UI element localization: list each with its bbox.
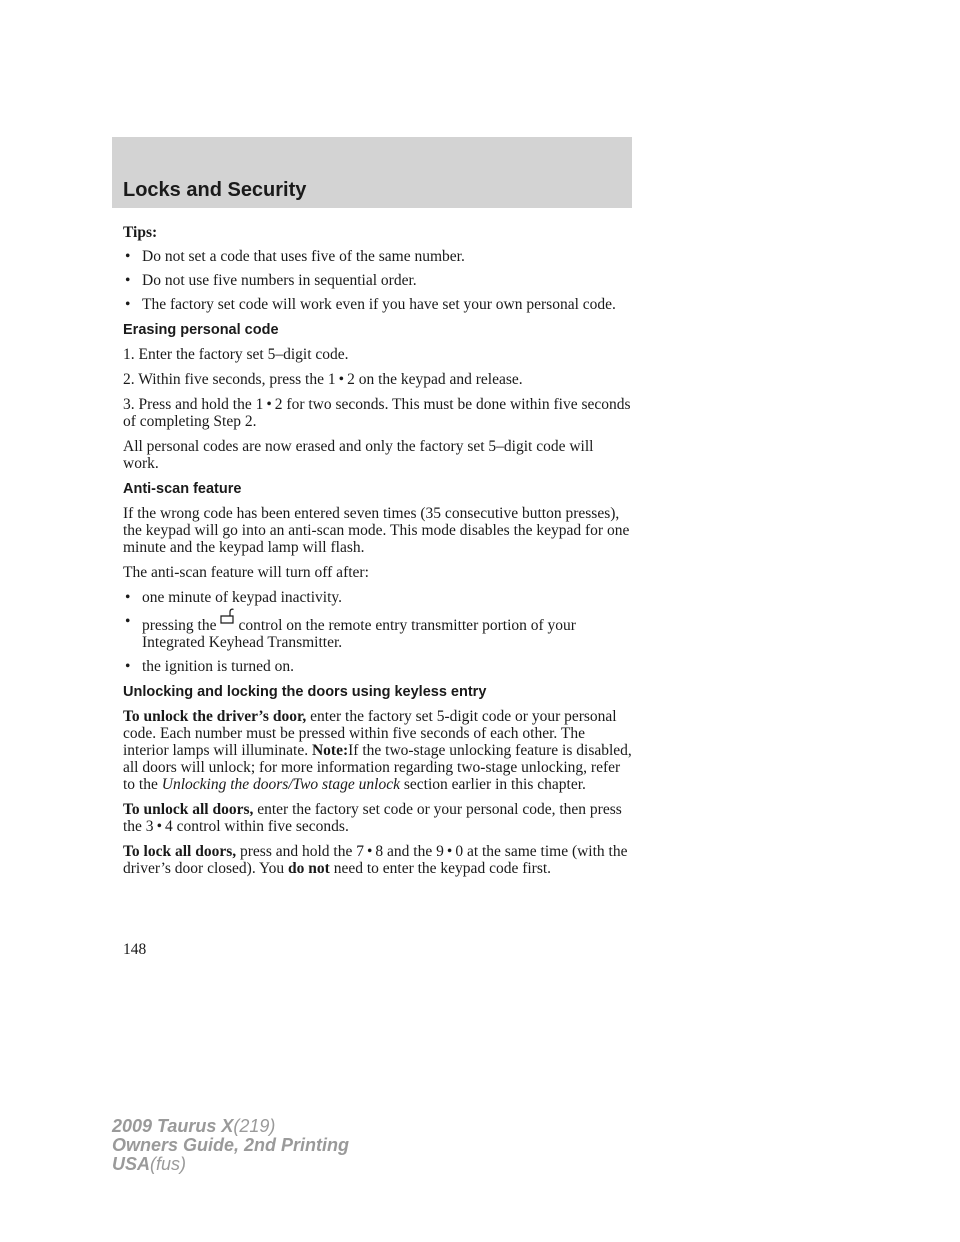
erasing-step-2: 2. Within five seconds, press the 1 • 2 on the keypad and release. xyxy=(123,371,523,388)
antiscan-list xyxy=(123,589,633,675)
unlock-icon xyxy=(218,607,236,625)
tips-list xyxy=(123,248,633,313)
page-content xyxy=(123,224,633,885)
tips-heading: Tips: xyxy=(123,224,158,241)
keyless-lock-paragraph: To lock all doors, press and hold the 7 • 8 and the 9 • 0 at the same time (with the driver’s door closed). You do not need to enter the keypad code first. xyxy=(123,843,628,877)
erasing-heading: Erasing personal code xyxy=(123,322,279,338)
list-item: • one minute of keypad inactivity. xyxy=(123,589,633,606)
antiscan-paragraph: If the wrong code has been entered seven times (35 consecutive button presses), the keypad will go into an anti-scan mode. This mode disables the keypad for one minute and the keypad lamp will flash. xyxy=(123,505,630,556)
print-footer xyxy=(112,1117,349,1174)
footer-model-line: 2009 Taurus X(219) xyxy=(112,1116,276,1136)
erasing-step-3: 3. Press and hold the 1 • 2 for two seconds. This must be done within five seconds of completing Step 2. xyxy=(123,396,631,430)
list-item: • The factory set code will work even if you have set your own personal code. xyxy=(123,296,633,313)
list-item: • the ignition is turned on. xyxy=(123,658,633,675)
list-item: • Do not set a code that uses five of the same number. xyxy=(123,248,633,265)
keyless-all-paragraph: To unlock all doors, enter the factory set code or your personal code, then press the 3 • 4 control within five seconds. xyxy=(123,801,622,835)
keyless-driver-paragraph: To unlock the driver’s door, enter the factory set 5-digit code or your personal code. Each number must be pressed within five seconds of each other. The interior lamps will illuminate. Note:If the two-stage unlocking feature is disabled, all doors will unlock; for more information regarding two-stage unlocking, refer to the Unlocking the doors/Two stage unlock section earlier in this chapter. xyxy=(123,708,632,793)
antiscan-intro: The anti-scan feature will turn off after: xyxy=(123,564,369,581)
erasing-step-1: 1. Enter the factory set 5–digit code. xyxy=(123,346,349,363)
footer-guide-line: Owners Guide, 2nd Printing xyxy=(112,1135,350,1155)
section-title: Locks and Security xyxy=(123,179,307,201)
keyless-heading: Unlocking and locking the doors using keyless entry xyxy=(123,684,487,700)
footer-region-line: USA(fus) xyxy=(112,1154,187,1174)
erasing-note: All personal codes are now erased and only the factory set 5–digit code will work. xyxy=(123,438,594,472)
antiscan-heading: Anti-scan feature xyxy=(123,481,242,497)
page-number: 148 xyxy=(123,941,147,958)
list-item: • Do not use five numbers in sequential order. xyxy=(123,272,633,289)
list-item: • pressing the control on the remote entry transmitter portion of your Integrated Keyhead Transmitter. xyxy=(123,613,633,651)
